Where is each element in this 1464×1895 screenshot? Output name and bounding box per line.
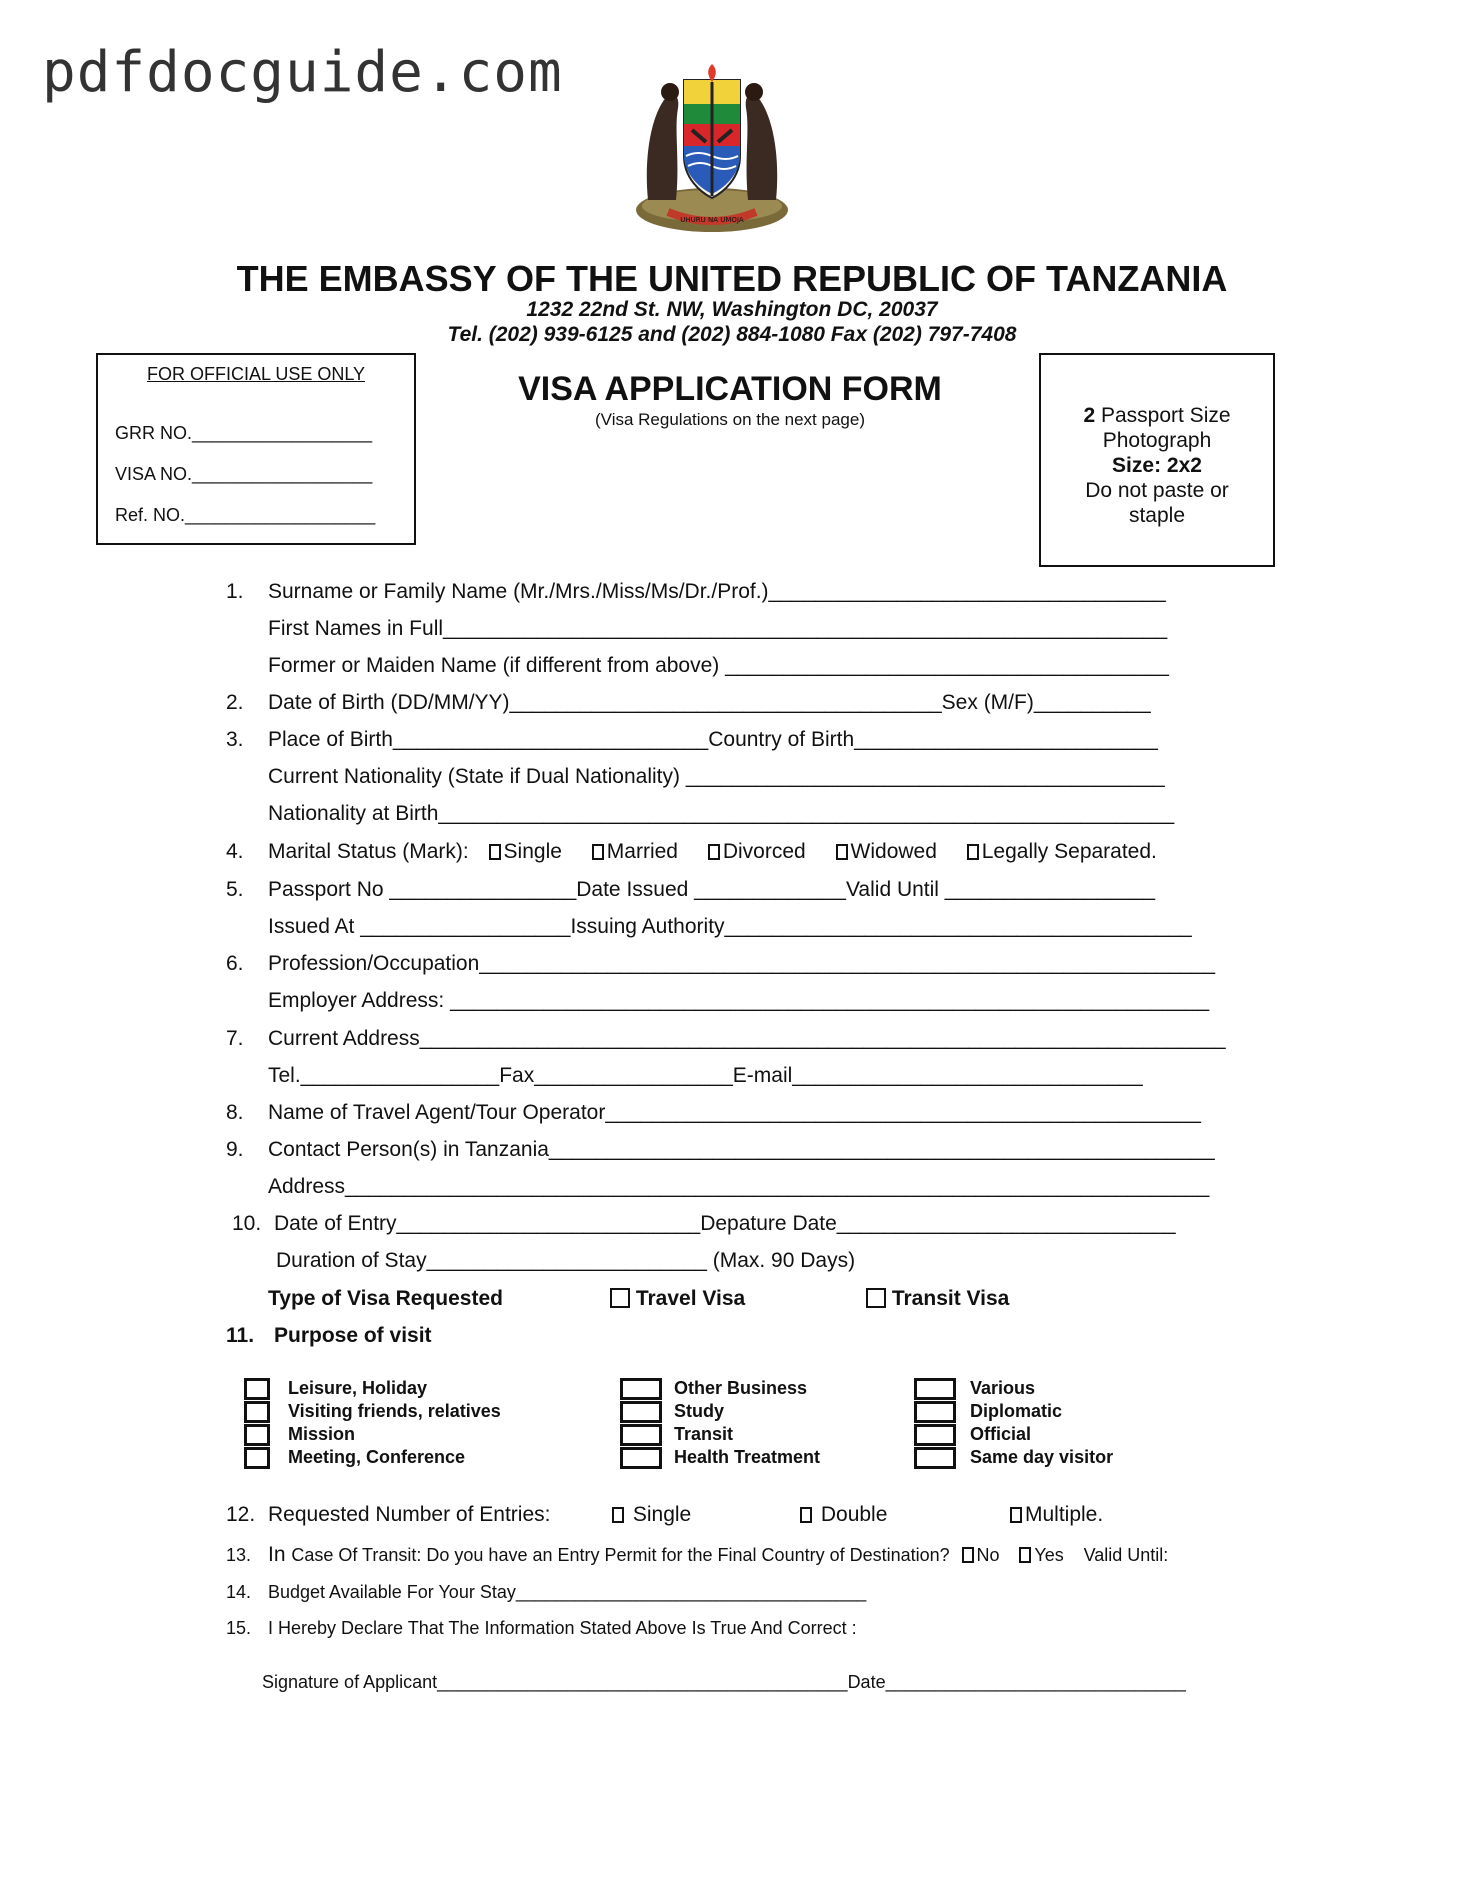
duration-of-stay-field[interactable]: Duration of Stay________________________ (Max. 90 Days)	[276, 1249, 856, 1272]
item-number: 14.	[226, 1582, 252, 1602]
photo-size: Size: 2x2	[1112, 454, 1202, 477]
contact-address-field[interactable]: Address__________________________________________________________________________	[268, 1175, 1210, 1198]
checkbox-icon[interactable]	[1019, 1547, 1031, 1563]
option-label: Double	[820, 1503, 888, 1526]
purpose-option-label: Other Business	[674, 1378, 808, 1398]
budget-field[interactable]: Budget Available For Your Stay___________________________________	[268, 1582, 867, 1602]
entries-label: Requested Number of Entries:	[268, 1503, 551, 1526]
checkbox-icon[interactable]	[836, 844, 848, 860]
purpose-option-label: Health Treatment	[674, 1447, 821, 1467]
purpose-checkbox[interactable]	[244, 1378, 270, 1400]
marital-single-option[interactable]	[489, 840, 562, 863]
purpose-option-label: Various	[970, 1378, 1036, 1398]
option-label: Single	[632, 1503, 692, 1526]
purpose-checkbox[interactable]	[620, 1378, 662, 1400]
option-label: Divorced	[722, 840, 806, 863]
nationality-at-birth-field[interactable]: Nationality at Birth_______________________________________________________________	[268, 802, 1175, 825]
date-of-entry-field[interactable]: Date of Entry__________________________Depature Date_____________________________	[274, 1212, 1176, 1235]
purpose-option-label: Leisure, Holiday	[288, 1378, 428, 1398]
marital-married-option[interactable]	[592, 840, 678, 863]
official-use-box	[96, 353, 416, 545]
marital-separated-option[interactable]	[967, 840, 1157, 863]
photo-line5: staple	[1128, 504, 1186, 527]
purpose-checkbox[interactable]	[914, 1378, 956, 1400]
purpose-option-label: Visiting friends, relatives	[288, 1401, 501, 1421]
purpose-checkbox[interactable]	[244, 1447, 270, 1469]
embassy-address: 1232 22nd St. NW, Washington DC, 20037	[526, 298, 938, 321]
declaration-text: I Hereby Declare That The Information Stated Above Is True And Correct :	[268, 1618, 857, 1638]
travel-agent-field[interactable]: Name of Travel Agent/Tour Operator___________________________________________________	[268, 1101, 1201, 1124]
form-title: VISA APPLICATION FORM	[518, 370, 942, 408]
form-subtitle: (Visa Regulations on the next page)	[595, 410, 865, 429]
permit-valid-until-label: Valid Until:	[1083, 1545, 1169, 1565]
item-number: 11.	[226, 1324, 255, 1347]
marital-divorced-option[interactable]	[708, 840, 806, 863]
transit-permit-row	[268, 1543, 1168, 1567]
checkbox-icon[interactable]	[592, 844, 604, 860]
purpose-checkbox[interactable]	[244, 1401, 270, 1423]
item-number: 8.	[226, 1101, 244, 1124]
purpose-option-label: Study	[674, 1401, 725, 1421]
checkbox-icon[interactable]	[708, 844, 720, 860]
purpose-option-label: Same day visitor	[970, 1447, 1114, 1467]
photo-count: 2	[1083, 404, 1096, 427]
purpose-option-label: Official	[970, 1424, 1032, 1444]
purpose-option-label: Meeting, Conference	[288, 1447, 466, 1467]
marital-widowed-option[interactable]	[836, 840, 937, 863]
signature-date-field[interactable]: Signature of Applicant_________________________________________Date______________________________	[262, 1672, 1186, 1692]
option-label: Multiple.	[1025, 1503, 1104, 1526]
issued-at-field[interactable]: Issued At __________________Issuing Authority________________________________________	[268, 915, 1192, 938]
checkbox-icon[interactable]	[489, 844, 501, 860]
item-number: 1.	[226, 580, 244, 603]
marital-status-row	[268, 840, 1157, 864]
photo-line4: Do not paste or	[1085, 479, 1229, 502]
surname-field[interactable]: Surname or Family Name (Mr./Mrs./Miss/Ms/Dr./Prof.)__________________________________	[268, 580, 1166, 603]
transit-visa-option[interactable]	[866, 1287, 1009, 1311]
option-label: Transit Visa	[891, 1287, 1010, 1310]
embassy-contact: Tel. (202) 939-6125 and (202) 884-1080 Fax (202) 797-7408	[447, 323, 1017, 346]
entries-multiple-option[interactable]	[1010, 1503, 1103, 1527]
item-number: 9.	[226, 1138, 244, 1161]
checkbox-icon[interactable]	[612, 1507, 624, 1523]
current-nationality-field[interactable]: Current Nationality (State if Dual Nationality) _________________________________________	[268, 765, 1165, 788]
transit-in: In	[268, 1543, 286, 1566]
checkbox-icon[interactable]	[610, 1288, 630, 1308]
item-number: 5.	[226, 878, 244, 901]
purpose-checkbox[interactable]	[914, 1424, 956, 1446]
purpose-checkbox[interactable]	[914, 1401, 956, 1423]
transit-permit-question: Case Of Transit: Do you have an Entry Permit for the Final Country of Destination?	[291, 1545, 950, 1565]
purpose-checkbox[interactable]	[914, 1447, 956, 1469]
item-number: 4.	[226, 840, 244, 863]
checkbox-icon[interactable]	[962, 1547, 974, 1563]
ref-no-field[interactable]: Ref. NO.___________________	[115, 505, 376, 525]
permit-no-option[interactable]	[962, 1545, 1000, 1565]
permit-yes-option[interactable]	[1019, 1545, 1063, 1565]
purpose-checkbox[interactable]	[244, 1424, 270, 1446]
emblem-motto: UHURU NA UMOJA	[680, 216, 744, 224]
item-number: 2.	[226, 691, 244, 714]
purpose-option-label: Transit	[674, 1424, 734, 1444]
employer-address-field[interactable]: Employer Address: _________________________________________________________________	[268, 989, 1210, 1012]
option-label: Legally Separated.	[981, 840, 1157, 863]
tel-fax-email-field[interactable]: Tel._________________Fax_________________E-mail______________________________	[268, 1064, 1143, 1087]
marital-status-label: Marital Status (Mark):	[268, 840, 469, 863]
item-number: 15.	[226, 1618, 252, 1638]
current-address-field[interactable]: Current Address_____________________________________________________________________	[268, 1027, 1226, 1050]
watermark-text: pdfdocguide.com	[42, 40, 563, 105]
option-label: Married	[606, 840, 678, 863]
contact-person-field[interactable]: Contact Person(s) in Tanzania_________________________________________________________	[268, 1138, 1215, 1161]
photo-line2: Photograph	[1102, 429, 1212, 452]
profession-field[interactable]: Profession/Occupation_______________________________________________________________	[268, 952, 1216, 975]
place-of-birth-field[interactable]: Place of Birth___________________________Country of Birth__________________________	[268, 728, 1158, 751]
purpose-option-label: Mission	[288, 1424, 356, 1444]
embassy-title: THE EMBASSY OF THE UNITED REPUBLIC OF TANZANIA	[236, 258, 1228, 299]
date-of-birth-field[interactable]: Date of Birth (DD/MM/YY)_____________________________________Sex (M/F)__________	[268, 691, 1151, 714]
item-number: 3.	[226, 728, 244, 751]
purpose-option-label: Diplomatic	[970, 1401, 1063, 1421]
purpose-checkbox[interactable]	[620, 1401, 662, 1423]
option-label: Widowed	[850, 840, 937, 863]
item-number: 12.	[226, 1503, 256, 1526]
option-label: No	[976, 1545, 1000, 1565]
item-number: 7.	[226, 1027, 244, 1050]
entries-single-option[interactable]	[612, 1503, 691, 1527]
visa-type-label: Type of Visa Requested	[268, 1287, 503, 1310]
item-number: 6.	[226, 952, 244, 975]
maiden-name-field[interactable]: Former or Maiden Name (if different from above) ______________________________________	[268, 654, 1169, 677]
checkbox-icon[interactable]	[800, 1507, 812, 1523]
first-names-field[interactable]: First Names in Full______________________________________________________________	[268, 617, 1168, 640]
checkbox-icon[interactable]	[866, 1288, 886, 1308]
grr-no-field[interactable]: GRR NO.__________________	[115, 423, 373, 443]
photo-box[interactable]	[1039, 353, 1275, 567]
official-use-heading: FOR OFFICIAL USE ONLY	[146, 364, 366, 384]
option-label: Single	[503, 840, 562, 863]
purpose-checkbox[interactable]	[620, 1447, 662, 1469]
passport-no-field[interactable]: Passport No ________________Date Issued _____________Valid Until __________________	[268, 878, 1156, 901]
option-label: Yes	[1034, 1545, 1064, 1565]
checkbox-icon[interactable]	[1010, 1507, 1022, 1523]
coat-of-arms-icon	[628, 60, 796, 236]
visa-no-field[interactable]: VISA NO.__________________	[115, 464, 373, 484]
purpose-checkbox[interactable]	[620, 1424, 662, 1446]
option-label: Travel Visa	[635, 1287, 746, 1310]
item-number: 10.	[232, 1212, 262, 1235]
photo-line1: Passport Size	[1095, 404, 1231, 427]
checkbox-icon[interactable]	[967, 844, 979, 860]
travel-visa-option[interactable]	[610, 1287, 745, 1311]
purpose-label: Purpose of visit	[274, 1324, 432, 1347]
entries-double-option[interactable]	[800, 1503, 887, 1527]
item-number: 13.	[226, 1545, 252, 1565]
